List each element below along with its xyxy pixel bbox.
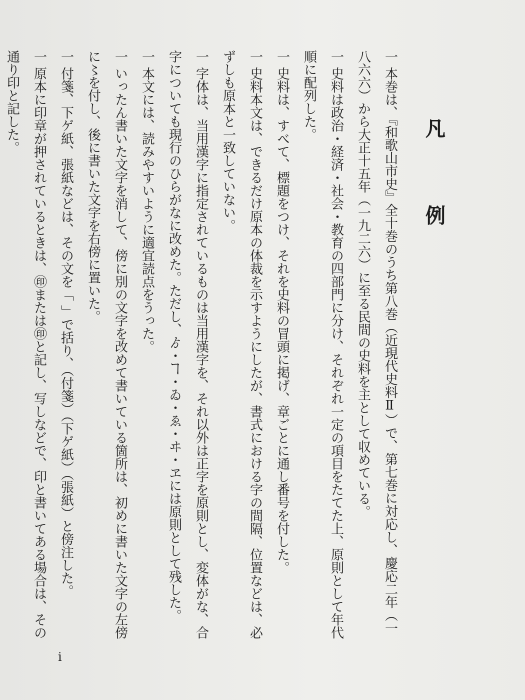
note-item	[79, 50, 133, 640]
note-text: 字体は、当用漢字に指定されているものは当用漢字を、それ以外は正字を原則とし、変体がな、合字についても現行のひらがなに改めた。ただし、ゟ・ヿ・ゐ・ゑ・ヰ・ヱには原則として残した。	[166, 50, 208, 639]
note-bullet: 一	[247, 50, 262, 63]
note-item	[52, 50, 79, 640]
note-bullet: 一	[328, 50, 343, 63]
page-number: i	[58, 650, 62, 664]
note-bullet: 一	[274, 50, 289, 63]
note-bullet: 一	[58, 50, 73, 63]
note-item	[133, 50, 160, 640]
note-item	[160, 50, 214, 640]
note-text: いったん書いた文字を消して、傍に別の文字を改めて書いている箇所は、初めに書いた文字の左傍に〻を付し、後に書いた文字を右傍に置いた。	[85, 50, 127, 639]
note-bullet: 一	[112, 50, 127, 63]
note-bullet: 一	[139, 50, 154, 63]
page-title: 凡 例	[422, 118, 446, 255]
note-bullet: 一	[193, 50, 208, 63]
note-item	[0, 50, 52, 640]
note-bullet: 一	[382, 50, 397, 63]
note-item	[295, 50, 349, 640]
note-text: 史料本文は、できるだけ原本の体裁を示すようにしたが、書式における字の間隔、位置などは、必ずしも原本と一致していない。	[220, 50, 262, 639]
note-item	[268, 50, 295, 640]
note-bullet: 一	[31, 50, 46, 63]
note-text: 本文には、読みやすいように適宜読点をうった。	[139, 67, 154, 353]
note-text: 付箋、下ゲ紙、張紙などは、その文を「 」で括り、（付箋）（下ゲ紙）（張紙）と傍注した。	[58, 67, 73, 598]
note-text: 本巻は、『和歌山市史』全十巻のうち第八巻（近現代史料Ⅱ）で、第七巻に対応し、慶応二年（一八六六）から大正十五年（一九二六）に至る民間の史料を主として収めている。	[355, 50, 397, 635]
note-item	[214, 50, 268, 640]
note-text: 史料は、すべて、標題をつけ、それを史料の冒頭に掲げ、章ごとに通し番号を付した。	[274, 67, 289, 574]
note-text: 史料は政治・経済・社会・教育の四部門に分け、それぞれ一定の項目をたてた上、原則として年代順に配列した。	[301, 50, 343, 639]
note-item	[349, 50, 403, 640]
notes-list	[0, 50, 403, 640]
note-text: 原本に印章が押されているときは、㊞または㊞と記し、写しなどで、印と書いてある場合は、その通り印と記した。	[4, 50, 46, 639]
